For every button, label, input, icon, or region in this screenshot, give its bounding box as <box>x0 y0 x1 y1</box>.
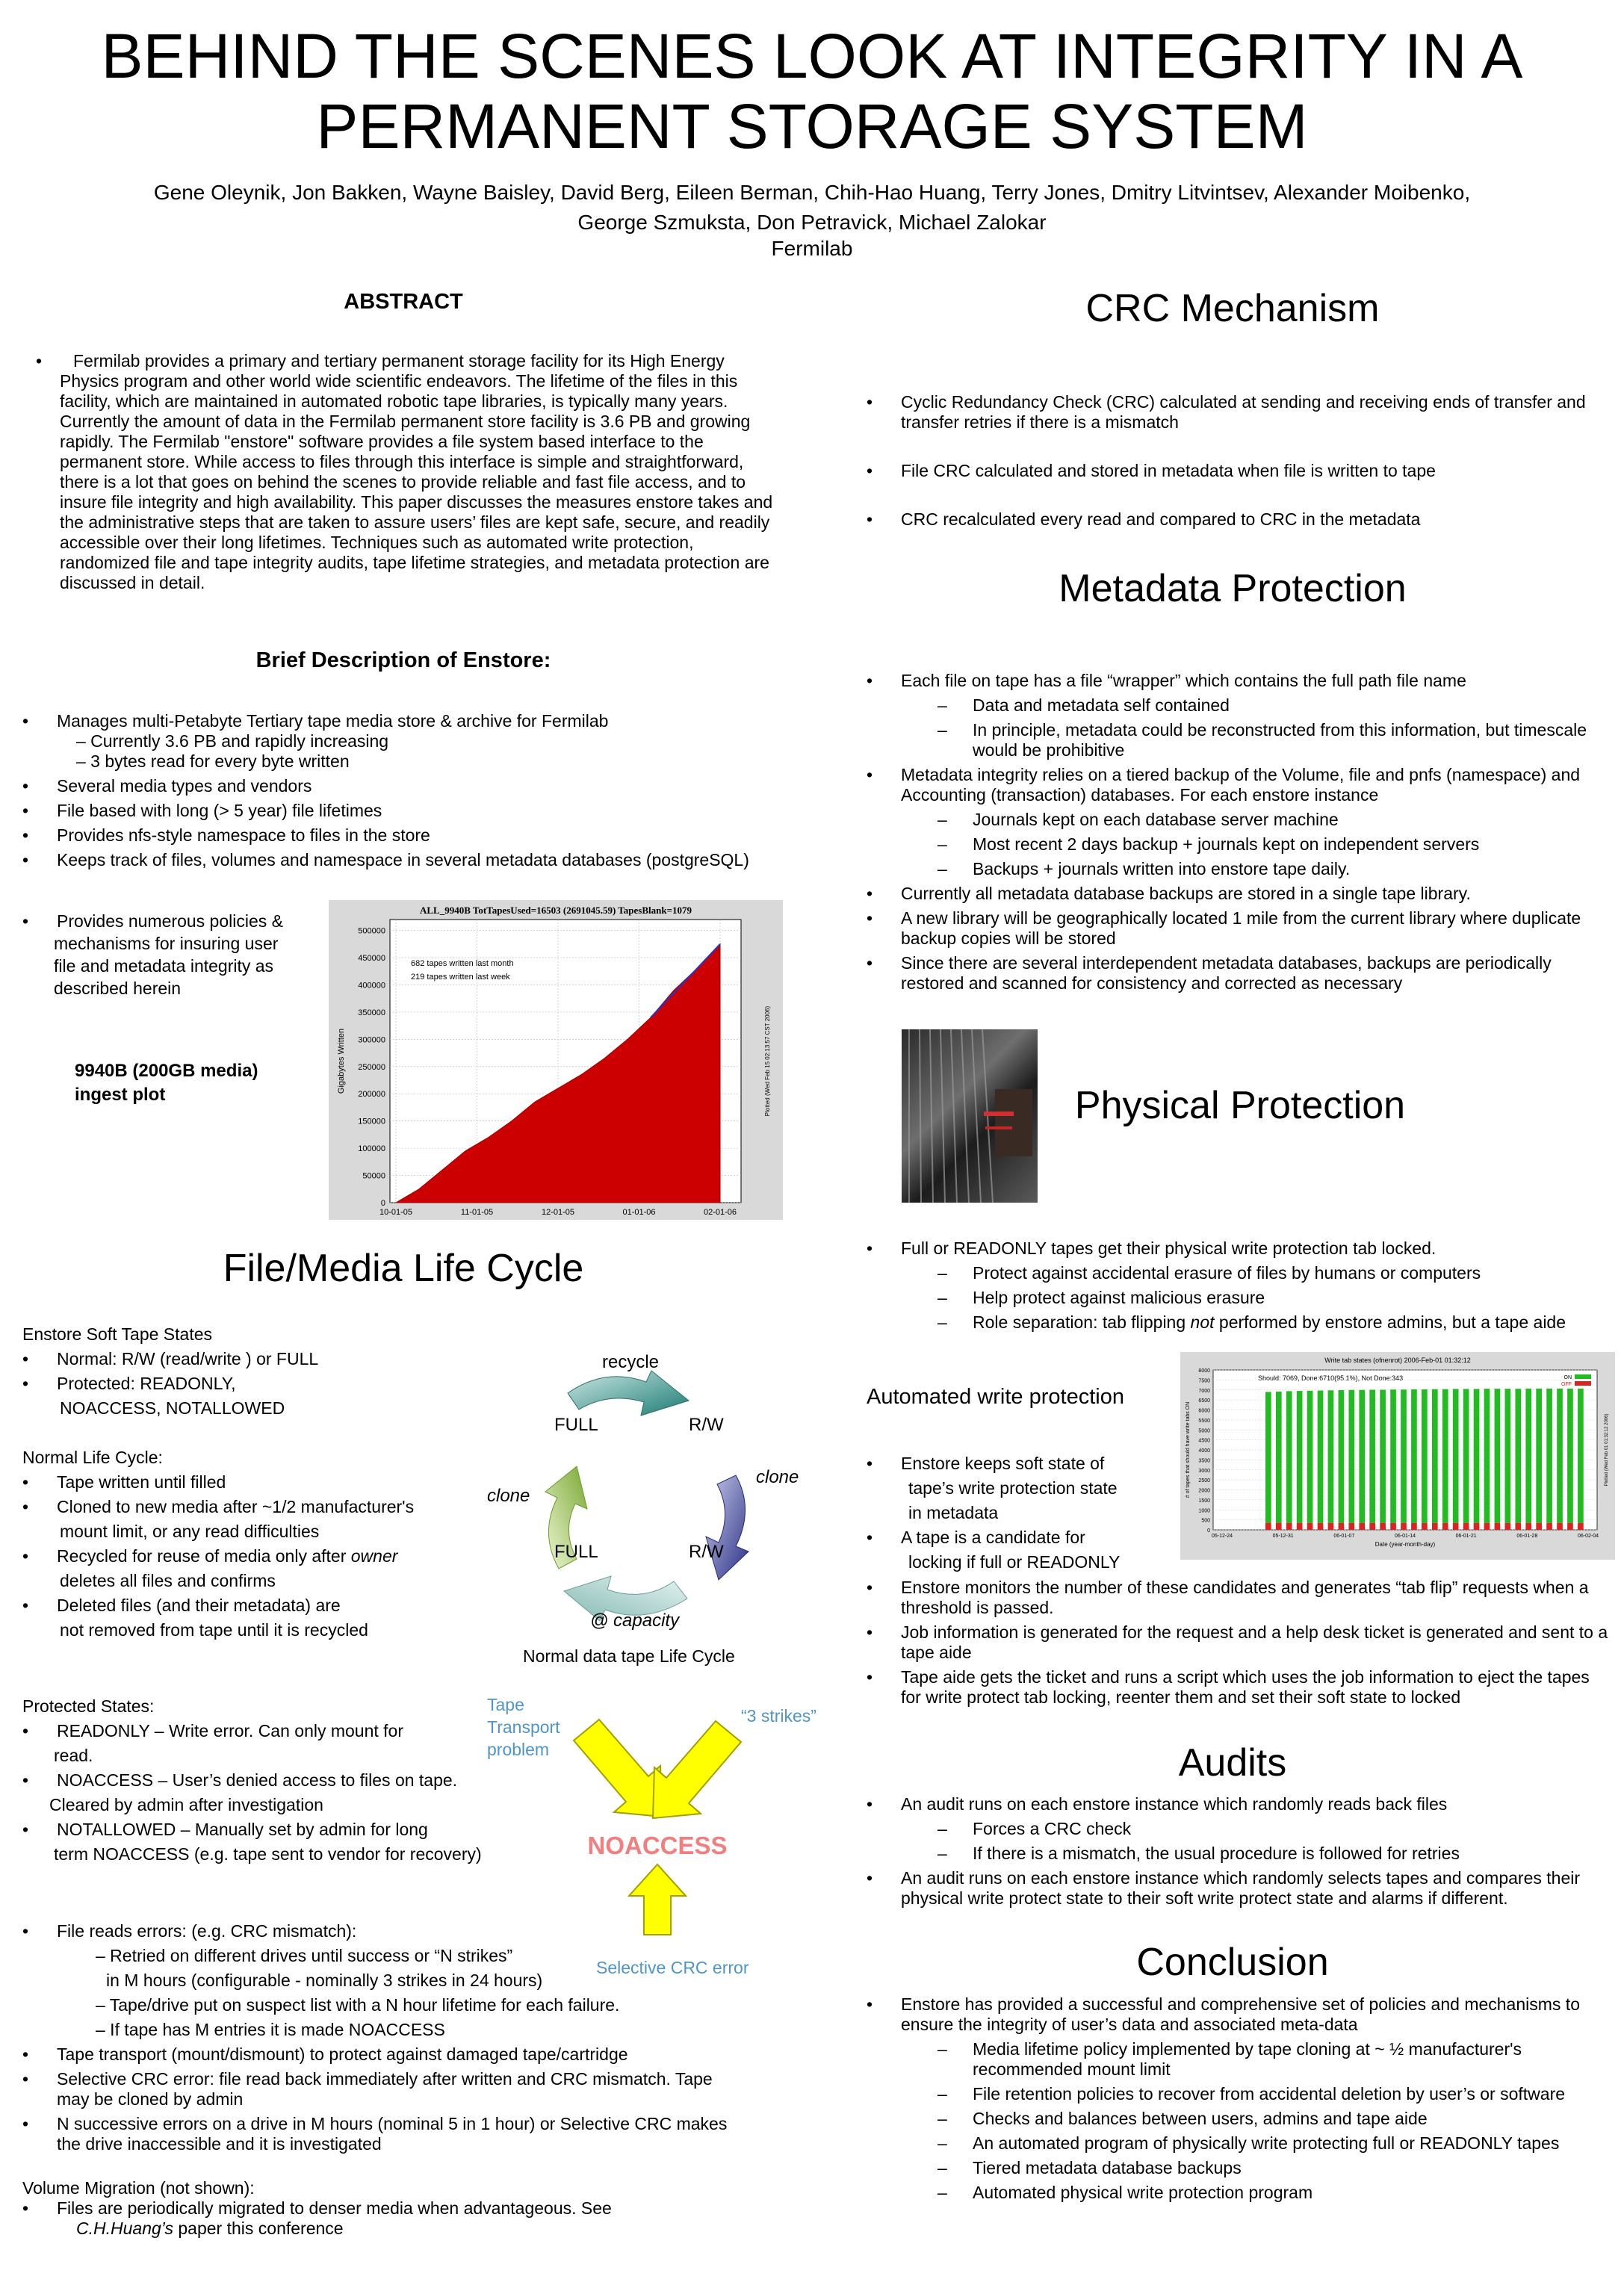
list-item-text: performed by enstore admins, but a tape aide <box>1214 1312 1566 1332</box>
lifecycle-caption: Normal data tape Life Cycle <box>523 1646 735 1666</box>
enstore-heading: Brief Description of Enstore: <box>255 648 551 672</box>
list-item-cont: deletes all files and confirms <box>60 1571 276 1590</box>
enstore-list <box>22 711 769 870</box>
migration-cont <box>22 2219 769 2239</box>
y-tick-label: 100000 <box>358 1144 385 1154</box>
list-item-text: Role separation: tab flipping <box>973 1312 1191 1332</box>
arrow-down-right-icon <box>574 1720 662 1817</box>
errors-list <box>22 1921 769 2239</box>
side-label: Plotted (Wed Feb 15 02:13:57 CST 2006) <box>764 1005 771 1117</box>
auto-list-2 <box>867 1578 1614 1708</box>
bar-on <box>1474 1389 1480 1522</box>
x-tick-label: 06-01-21 <box>1455 1534 1477 1539</box>
chart-subtitle: Should: 7069, Done:6710(95.1%), Not Done:343 <box>1258 1374 1404 1382</box>
three-strikes-label: “3 strikes” <box>741 1706 816 1726</box>
y-tick-label: 50000 <box>362 1171 385 1181</box>
bar-on <box>1525 1389 1531 1523</box>
list-item: – Backups + journals written into enstore tape daily. <box>867 859 1614 879</box>
y-tick-label: 2500 <box>1198 1478 1210 1484</box>
list-item: • Several media types and vendors <box>22 776 769 796</box>
owner-word: owner <box>350 1546 398 1566</box>
lifecycle-heading: File/Media Life Cycle <box>223 1247 584 1290</box>
x-tick-label: 01-01-06 <box>622 1208 656 1217</box>
list-item <box>22 1544 515 1569</box>
bar-off <box>1369 1523 1375 1530</box>
list-item-cont: NOACCESS, NOTALLOWED <box>60 1398 285 1418</box>
bar-off <box>1318 1523 1324 1530</box>
x-tick-label: 06-02-04 <box>1577 1534 1599 1539</box>
list-item-cont: not removed from tape until it is recycled <box>60 1620 368 1640</box>
bar-on <box>1567 1389 1573 1523</box>
list-item: • NOTALLOWED – Manually set by admin for long <box>22 1817 515 1842</box>
bar-off <box>1546 1523 1552 1530</box>
bar-off <box>1463 1523 1469 1530</box>
bar-on <box>1536 1389 1542 1523</box>
bar-on <box>1380 1389 1386 1522</box>
list-item-cont: file and metadata integrity as <box>54 956 274 976</box>
bar-off <box>1515 1523 1521 1530</box>
list-item: • Metadata integrity relies on a tiered backup of the Volume, file and pnfs (namespace) and Accounting (transaction) databases. For each enstore instance <box>867 765 1614 805</box>
protected-title: Protected States: <box>22 1696 155 1716</box>
bar-on <box>1276 1392 1282 1523</box>
abstract-section <box>22 351 784 593</box>
list-item: – Forces a CRC check <box>867 1819 1614 1839</box>
normal-title: Normal Life Cycle: <box>22 1448 163 1467</box>
list-item: – If tape has M entries it is made NOACCESS <box>96 2020 445 2039</box>
y-tick-label: 7000 <box>1198 1388 1210 1394</box>
tape-transport-label-2: Transport <box>487 1717 560 1737</box>
bar-on <box>1286 1391 1292 1522</box>
list-item: • Tape aide gets the ticket and runs a script which uses the job information to eject the tapes for write protect tab locking, reenter them and set their soft state to locked <box>867 1667 1614 1708</box>
list-item: • READONLY – Write error. Can only mount for <box>22 1719 515 1743</box>
y-tick-label: 4500 <box>1198 1438 1210 1444</box>
noaccess-label: NOACCESS <box>587 1832 728 1859</box>
lifecycle-diagram <box>478 1341 837 1692</box>
bar-off <box>1422 1523 1428 1530</box>
bar-on <box>1339 1390 1345 1523</box>
conclusion-list <box>867 1994 1614 2203</box>
recycle-arrow-icon <box>568 1371 689 1416</box>
list-item: • Tape transport (mount/dismount) to protect against damaged tape/cartridge <box>22 2044 769 2065</box>
list-item: – Protect against accidental erasure of files by humans or computers <box>867 1263 1614 1283</box>
auto-write-protection-title: Automated write protection <box>867 1385 1124 1409</box>
y-tick-label: 0 <box>380 1199 385 1208</box>
title-line-1: BEHIND THE SCENES LOOK AT INTEGRITY IN A <box>101 21 1523 91</box>
bar-off <box>1453 1523 1459 1530</box>
bar-on <box>1401 1389 1407 1523</box>
y-tick-label: 1000 <box>1198 1508 1210 1514</box>
bar-off <box>1495 1523 1501 1530</box>
physical-heading: Physical Protection <box>1074 1084 1406 1127</box>
enstore-policies <box>22 910 329 999</box>
y-tick-label: 500000 <box>358 926 385 936</box>
x-tick-label: 02-01-06 <box>703 1208 737 1217</box>
bar-on <box>1369 1389 1375 1522</box>
clone-right-arrow-icon <box>706 1475 749 1580</box>
list-item-cont: Cleared by admin after investigation <box>49 1795 323 1814</box>
x-tick-label: 12-01-05 <box>541 1208 575 1217</box>
tape-library-image-icon <box>902 1029 1038 1203</box>
y-axis-label: Gigabytes Written <box>337 1028 346 1094</box>
x-tick-label: 05-12-31 <box>1272 1534 1294 1539</box>
bar-off <box>1484 1523 1490 1530</box>
x-tick-label: 06-01-14 <box>1394 1534 1416 1539</box>
y-tick-label: 3500 <box>1198 1458 1210 1464</box>
list-item: • A tape is a candidate for <box>867 1525 1180 1550</box>
bar-on <box>1557 1389 1563 1523</box>
list-item: • Currently all metadata database backups are stored in a single tape library. <box>867 884 1614 904</box>
bar-on <box>1453 1389 1459 1522</box>
bar-off <box>1348 1523 1354 1530</box>
authors-line-1: Gene Oleynik, Jon Bakken, Wayne Baisley, David Berg, Eileen Berman, Chih-Hao Huang, Terry Jones, Dmitry Litvintsev, Alexander Moibenko, <box>153 181 1471 204</box>
rw-bottom-label: R/W <box>689 1542 724 1562</box>
list-item: • Provides nfs-style namespace to files in the store <box>22 825 769 846</box>
list-item: • Manages multi-Petabyte Tertiary tape media store & archive for Fermilab <box>22 711 769 731</box>
y-tick-label: 3000 <box>1198 1468 1210 1474</box>
list-item: – Help protect against malicious erasure <box>867 1288 1614 1308</box>
list-item-cont: term NOACCESS (e.g. tape sent to vendor for recovery) <box>54 1844 482 1864</box>
bar-off <box>1442 1523 1448 1530</box>
migration-title: Volume Migration (not shown): <box>22 2178 255 2198</box>
bar-on <box>1505 1389 1511 1523</box>
bar-on <box>1422 1389 1428 1523</box>
bar-off <box>1380 1523 1386 1530</box>
list-item: • Selective CRC error: file read back immediately after written and CRC mismatch. Tape may be cloned by admin <box>22 2069 769 2109</box>
write-tab-chart <box>1180 1352 1615 1560</box>
y-tick-label: 1500 <box>1198 1498 1210 1504</box>
y-tick-label: 0 <box>1207 1528 1210 1534</box>
list-item: • Normal: R/W (read/write ) or FULL <box>22 1347 515 1371</box>
crc-heading: CRC Mechanism <box>1085 287 1380 330</box>
full-bottom-label: FULL <box>554 1542 598 1562</box>
bar-off <box>1265 1523 1271 1530</box>
caption-line-1: 9940B (200GB media) <box>75 1061 258 1081</box>
list-item: – Most recent 2 days backup + journals kept on independent servers <box>867 834 1614 855</box>
protected-states <box>22 1694 515 1867</box>
list-item: – Currently 3.6 PB and rapidly increasing <box>76 731 389 751</box>
y-tick-label: 6500 <box>1198 1398 1210 1404</box>
migration-rest: paper this conference <box>173 2219 344 2238</box>
arrow-down-left-icon <box>653 1721 741 1818</box>
clone-left-label: clone <box>487 1486 530 1506</box>
list-item: – Automated physical write protection program <box>867 2183 1614 2203</box>
y-tick-label: 250000 <box>358 1062 385 1072</box>
list-item: • Enstore monitors the number of these candidates and generates “tab flip” requests when a threshold is passed. <box>867 1578 1614 1618</box>
soft-states <box>22 1322 515 1643</box>
recycle-label: recycle <box>602 1352 660 1372</box>
list-item: • NOACCESS – User’s denied access to files on tape. <box>22 1768 515 1793</box>
legend-swatch-on <box>1575 1374 1591 1379</box>
bar-off <box>1276 1523 1282 1530</box>
conclusion-heading: Conclusion <box>1136 1941 1329 1984</box>
list-item-text: Recycled for reuse of media only after <box>57 1546 351 1566</box>
y-tick-label: 450000 <box>358 954 385 964</box>
tape-transport-label-1: Tape <box>487 1695 524 1714</box>
physical-list <box>867 1238 1614 1333</box>
list-item: • Since there are several interdependent metadata databases, backups are periodically restored and scanned for consistency and corrected as necessary <box>867 953 1614 993</box>
list-item: – Retried on different drives until success or “N strikes” <box>96 1946 513 1965</box>
metadata-list <box>867 671 1614 993</box>
bar-on <box>1463 1389 1469 1522</box>
y-tick-label: 200000 <box>358 1090 385 1100</box>
bar-off <box>1567 1523 1573 1530</box>
y-tick-label: 5500 <box>1198 1418 1210 1424</box>
bar-off <box>1359 1523 1365 1530</box>
legend-label-off: OFF <box>1561 1382 1572 1387</box>
list-item-cont: read. <box>54 1746 93 1765</box>
bar-on <box>1265 1392 1271 1522</box>
list-item: • Provides numerous policies & <box>22 910 329 932</box>
rw-top-label: R/W <box>689 1415 724 1435</box>
bar-off <box>1390 1523 1396 1530</box>
list-item: • An audit runs on each enstore instance which randomly selects tapes and compares their physical write protect state to their soft write protect state and alarms if different. <box>867 1868 1614 1909</box>
audits-list <box>867 1794 1614 1909</box>
legend-swatch-off <box>1575 1381 1591 1386</box>
list-item: – 3 bytes read for every byte written <box>76 751 350 771</box>
abstract-heading: ABSTRACT <box>344 290 463 314</box>
ingest-chart <box>329 900 783 1220</box>
list-item: • Enstore has provided a successful and comprehensive set of policies and mechanisms to ensure the integrity of user’s data and associated meta-data <box>867 1994 1614 2035</box>
list-item: • Protected: READONLY, <box>22 1371 515 1396</box>
bar-on <box>1442 1389 1448 1523</box>
list-item: – Tiered metadata database backups <box>867 2158 1614 2178</box>
y-tick-label: 300000 <box>358 1035 385 1045</box>
metadata-heading: Metadata Protection <box>1059 567 1407 610</box>
list-item-cont: mount limit, or any read difficulties <box>60 1522 320 1541</box>
chart-title: Write tab states (ofnenrot) 2006-Feb-01 01:32:12 <box>1324 1357 1471 1364</box>
y-tick-label: 4000 <box>1198 1448 1210 1454</box>
y-tick-label: 400000 <box>358 981 385 991</box>
list-item: • A new library will be geographically located 1 mile from the current library where duplicate backup copies will be stored <box>867 908 1614 949</box>
list-item: • Job information is generated for the request and a help desk ticket is generated and sent to a tape aide <box>867 1622 1614 1663</box>
bar-on <box>1318 1391 1324 1523</box>
poster-title <box>0 21 1624 161</box>
affiliation: Fermilab <box>771 237 853 260</box>
list-item: • Full or READONLY tapes get their physical write protection tab locked. <box>867 1238 1614 1259</box>
y-tick-label: 7500 <box>1198 1378 1210 1384</box>
tape-transport-label-3: problem <box>487 1740 550 1759</box>
list-item: – If there is a mismatch, the usual procedure is followed for retries <box>867 1844 1614 1864</box>
bar-on <box>1390 1389 1396 1523</box>
list-item: – Tape/drive put on suspect list with a N hour lifetime for each failure. <box>96 1995 620 2015</box>
list-item-cont: in M hours (configurable - nominally 3 strikes in 24 hours) <box>106 1971 543 1990</box>
ingest-plot-caption <box>75 1059 258 1107</box>
bar-off <box>1297 1523 1303 1530</box>
list-item: • File CRC calculated and stored in metadata when file is written to tape <box>867 461 1614 481</box>
list-item: • N successive errors on a drive in M hours (nominal 5 in 1 hour) or Selective CRC makes the drive inaccessible and it is investigated <box>22 2114 769 2154</box>
bar-off <box>1286 1523 1292 1530</box>
x-tick-label: 06-01-07 <box>1333 1534 1355 1539</box>
list-item: • Enstore keeps soft state of <box>867 1451 1180 1476</box>
crc-list <box>867 392 1614 530</box>
bar-on <box>1484 1389 1490 1523</box>
y-tick-label: 350000 <box>358 1008 385 1017</box>
bar-off <box>1536 1523 1542 1530</box>
x-tick-label: 06-01-28 <box>1516 1534 1538 1539</box>
y-tick-label: 6000 <box>1198 1408 1210 1414</box>
auto-list-1 <box>867 1451 1180 1575</box>
bar-off <box>1505 1523 1511 1530</box>
abstract-text: • Fermilab provides a primary and tertiary permanent storage facility for its High Energy Physics program and other world wide scientific endeavors. The lifetime of the files in this facility, which are maintained in automated robotic tape libraries, is typically many years. Currently the amount of data in the Fermilab permanent store facility is 3.6 PB and growing rapidly. The Fermilab "enstore" software provides a file system based interface to the permanent store. While access to files through this interface is simple and straightforward, there is a lot that goes on behind the scenes to provide reliable and fast file access, and to insure file integrity and high availability. This paper discusses the measures enstore takes and the administrative steps that are taken to assure users’ files are kept safe, secure, and readily accessible over their long lifetimes. Techniques such as automated write protection, randomized file and tape integrity audits, tape lifetime strategies, and metadata protection are discussed in detail. <box>22 351 784 593</box>
migration-author: C.H.Huang’s <box>76 2219 173 2238</box>
bar-on <box>1297 1391 1303 1523</box>
bar-on <box>1432 1389 1438 1523</box>
audits-heading: Audits <box>1178 1741 1287 1785</box>
list-item: – Data and metadata self contained <box>867 695 1614 716</box>
chart-title: ALL_9940B TotTapesUsed=16503 (2691045.59) TapesBlank=1079 <box>420 905 692 916</box>
bar-on <box>1495 1389 1501 1523</box>
bar-off <box>1328 1523 1334 1530</box>
bar-on <box>1578 1389 1584 1523</box>
x-tick-label: 05-12-24 <box>1211 1534 1233 1539</box>
clone-right-label: clone <box>756 1467 799 1487</box>
bar-on <box>1515 1389 1521 1523</box>
list-item-cont: locking if full or READONLY <box>908 1552 1121 1572</box>
list-item: • Cyclic Redundancy Check (CRC) calculated at sending and receiving ends of transfer and transfer retries if there is a mismatch <box>867 392 1614 433</box>
bar-off <box>1307 1523 1313 1530</box>
authors <box>30 178 1594 238</box>
list-item: – An automated program of physically write protecting full or READONLY tapes <box>867 2133 1614 2154</box>
bar-off <box>1578 1523 1584 1530</box>
list-item-cont: in metadata <box>908 1503 999 1522</box>
y-tick-label: 150000 <box>358 1117 385 1126</box>
y-tick-label: 500 <box>1201 1518 1210 1524</box>
bar-on <box>1307 1391 1313 1523</box>
bar-on <box>1328 1390 1334 1522</box>
list-item: • Each file on tape has a file “wrapper” which contains the full path file name <box>867 671 1614 691</box>
selective-crc-label: Selective CRC error <box>596 1958 749 1977</box>
x-tick-label: 11-01-05 <box>460 1208 494 1217</box>
tape-library-photo <box>902 1029 1038 1203</box>
bar-off <box>1339 1523 1345 1530</box>
bar-on <box>1411 1389 1417 1523</box>
y-tick-label: 2000 <box>1198 1488 1210 1494</box>
bar-off <box>1474 1523 1480 1530</box>
caption-line-2: ingest plot <box>75 1085 166 1105</box>
x-tick-label: 10-01-05 <box>379 1208 413 1217</box>
side-label: Plotted (Wed Feb 01 01:32:12 2006) <box>1605 1413 1609 1486</box>
list-item: – Checks and balances between users, admins and tape aide <box>867 2109 1614 2129</box>
bar-off <box>1411 1523 1417 1530</box>
y-axis-label: # of tapes that should have write tabs ON <box>1186 1401 1191 1498</box>
list-item: – File retention policies to recover from accidental deletion by user’s or software <box>867 2084 1614 2104</box>
bar-on <box>1348 1390 1354 1523</box>
full-top-label: FULL <box>554 1415 598 1435</box>
bar-off <box>1432 1523 1438 1530</box>
list-item-cont: described herein <box>54 979 182 998</box>
list-item: • Deleted files (and their metadata) are <box>22 1593 515 1618</box>
list-item: • Tape written until filled <box>22 1470 515 1495</box>
legend-label-on: ON <box>1563 1375 1572 1380</box>
bar-off <box>1525 1523 1531 1530</box>
list-item: • File reads errors: (e.g. CRC mismatch): <box>22 1921 769 1941</box>
list-item: – In principle, metadata could be reconstructed from this information, but timescale would be prohibitive <box>867 720 1614 760</box>
bar-on <box>1546 1389 1552 1523</box>
soft-states-title: Enstore Soft Tape States <box>22 1324 213 1344</box>
list-item: • Cloned to new media after ~1/2 manufacturer's <box>22 1495 515 1519</box>
annotation: 219 tapes written last week <box>411 973 510 982</box>
list-item <box>867 1312 1614 1333</box>
y-tick-label: 8000 <box>1198 1368 1210 1374</box>
bar-on <box>1359 1390 1365 1523</box>
list-item: • Files are periodically migrated to denser media when advantageous. See <box>22 2198 769 2219</box>
annotation: 682 tapes written last month <box>411 959 514 968</box>
bar-off <box>1401 1523 1407 1530</box>
y-tick-label: 5000 <box>1198 1428 1210 1434</box>
capacity-label: @ capacity <box>590 1610 680 1631</box>
authors-line-2: George Szmuksta, Don Petravick, Michael Zalokar <box>577 211 1047 234</box>
list-item: • CRC recalculated every read and compared to CRC in the metadata <box>867 509 1614 530</box>
list-item: – Journals kept on each database server machine <box>867 810 1614 830</box>
title-line-2: PERMANENT STORAGE SYSTEM <box>316 91 1308 161</box>
list-item-cont: tape’s write protection state <box>908 1478 1118 1498</box>
list-item: • Keeps track of files, volumes and namespace in several metadata databases (postgreSQL) <box>22 850 769 870</box>
list-item-cont: mechanisms for insuring user <box>54 934 279 953</box>
list-item: • File based with long (> 5 year) file lifetimes <box>22 801 769 821</box>
list-item: – Media lifetime policy implemented by tape cloning at ~ ½ manufacturer's recommended mount limit <box>867 2039 1614 2080</box>
list-item: • An audit runs on each enstore instance which randomly reads back files <box>867 1794 1614 1814</box>
x-axis-label: Date (year-month-day) <box>1374 1541 1436 1548</box>
bar-off <box>1557 1523 1563 1530</box>
not-word: not <box>1190 1312 1215 1332</box>
